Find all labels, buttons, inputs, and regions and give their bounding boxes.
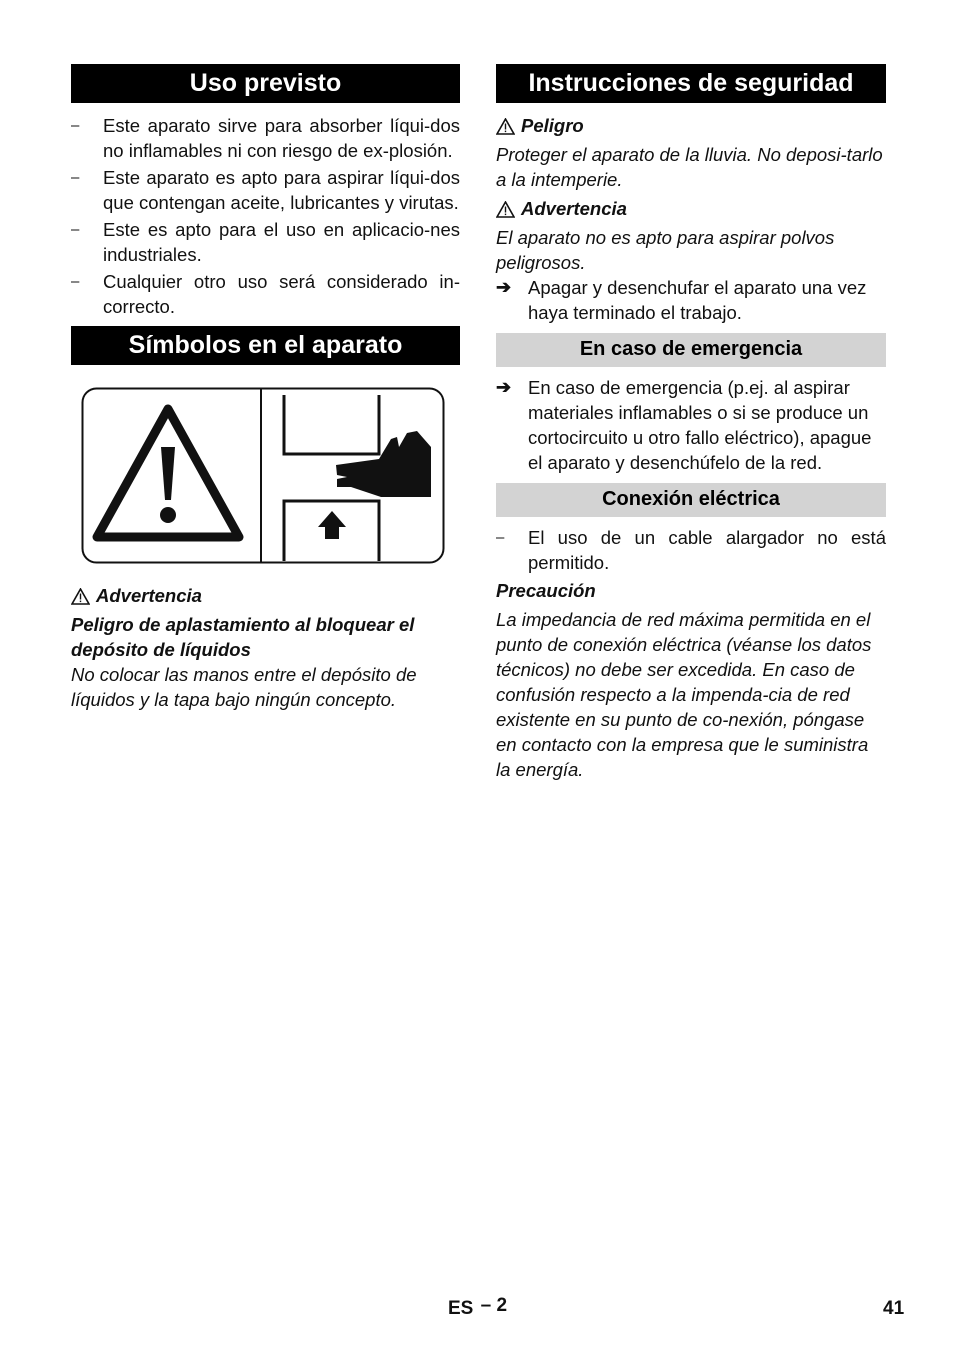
instrucciones-heading: Instrucciones de seguridad — [496, 64, 886, 103]
pinch-hazard-symbol-icon — [81, 387, 445, 564]
dash-bullet: – — [71, 169, 80, 186]
list-item — [71, 165, 460, 215]
dash-bullet: – — [71, 221, 80, 238]
precaucion-label: Precaución — [496, 580, 596, 601]
conexion-list — [496, 525, 886, 575]
page-number: 41 — [883, 1298, 905, 1319]
dash-bullet: – — [71, 117, 80, 134]
footer-language-section — [448, 1295, 508, 1320]
advertencia-label-row — [496, 196, 886, 221]
list-item-text: Este es apto para el uso en aplicacio-nes industriales. — [103, 219, 460, 265]
warning-heading: Peligro de aplastamiento al bloquear el depósito de líquidos — [71, 614, 415, 660]
advertencia-label-row — [71, 583, 460, 608]
simbolos-heading: Símbolos en el aparato — [71, 326, 460, 365]
dash-bullet: – — [496, 529, 505, 546]
dash-bullet: – — [71, 273, 80, 290]
list-item-text: Este aparato sirve para absorber líqui-dos no inflamables ni con riesgo de ex-plosión. — [103, 115, 460, 161]
advertencia-action — [496, 275, 886, 325]
precaucion-text: La impedancia de red máxima permitida en el punto de conexión eléctrica (véanse los datos técnicos) no debe ser excedida. En caso de confusión respecto a la impenda-cia de red existente en su punto de co-nexión, póngase en contacto con la empresa que le suministra la energía. — [496, 609, 872, 780]
warning-text: No colocar las manos entre el depósito de líquidos y la tapa bajo ningún concepto. — [71, 664, 417, 710]
list-item-text: El uso de un cable alargador no está permitido. — [528, 527, 886, 573]
warning-triangle-icon — [496, 201, 515, 218]
arrow-right-icon: ➔ — [496, 277, 512, 297]
footer-language: ES — [448, 1298, 474, 1319]
device-symbol-image — [81, 387, 460, 569]
list-item — [71, 269, 460, 319]
advertencia-label: Advertencia — [521, 198, 627, 219]
footer-section-number: – 2 — [480, 1295, 508, 1316]
list-item-text: Este aparato es apto para aspirar líqui-dos que contengan aceite, lubricantes y virutas. — [103, 167, 460, 213]
emergencia-action — [496, 375, 886, 475]
advertencia-label: Advertencia — [96, 585, 202, 606]
arrow-right-icon: ➔ — [496, 377, 512, 397]
list-item — [496, 525, 886, 575]
conexion-heading: Conexión eléctrica — [496, 483, 886, 517]
peligro-label: Peligro — [521, 115, 584, 136]
action-text: En caso de emergencia (p.ej. al aspirar materiales inflamables o si se produce un cortocircuito u otro fallo eléctrico), apague el aparato y desenchúfelo de la red. — [528, 377, 872, 473]
list-item-text: Cualquier otro uso será considerado in-correcto. — [103, 271, 460, 317]
uso-list — [71, 113, 460, 319]
uso-previsto-heading: Uso previsto — [71, 64, 460, 103]
list-item — [71, 113, 460, 163]
right-column — [496, 64, 886, 782]
left-column — [71, 64, 460, 712]
emergencia-heading: En caso de emergencia — [496, 333, 886, 367]
peligro-label-row — [496, 113, 886, 138]
action-text: Apagar y desenchufar el aparato una vez haya terminado el trabajo. — [528, 277, 867, 323]
list-item — [71, 217, 460, 267]
warning-triangle-icon — [496, 118, 515, 135]
peligro-text: Proteger el aparato de la lluvia. No deposi-tarlo a la intemperie. — [496, 144, 883, 190]
warning-triangle-icon — [71, 588, 90, 605]
advertencia-text: El aparato no es apto para aspirar polvos peligrosos. — [496, 227, 835, 273]
